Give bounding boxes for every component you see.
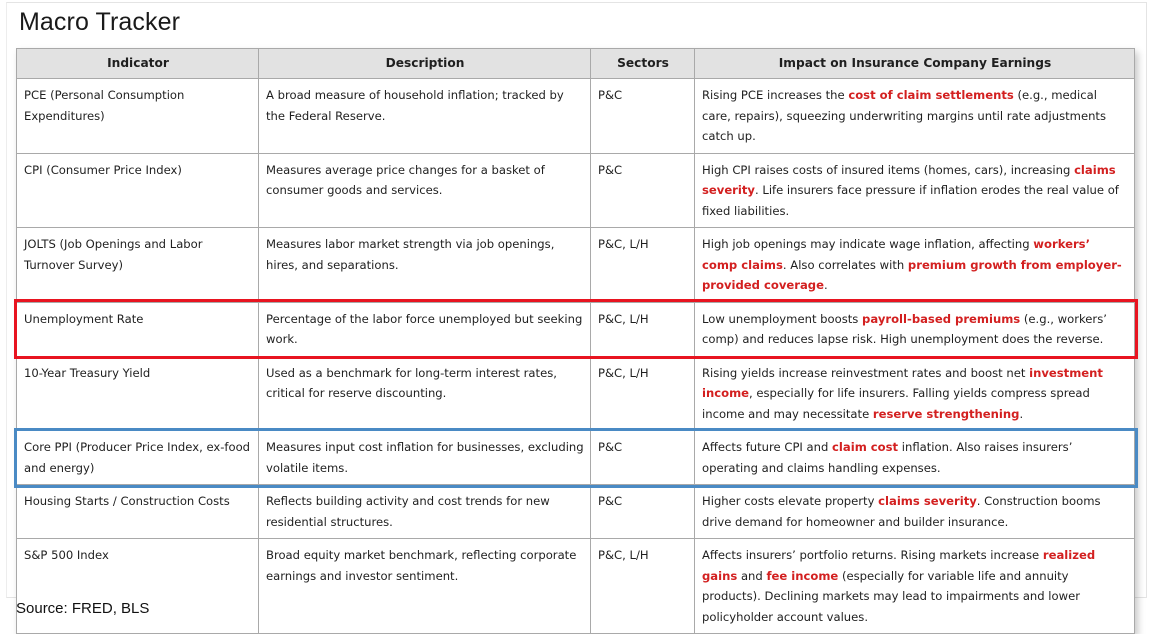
- cell-indicator: JOLTS (Job Openings and Labor Turnover Survey): [17, 228, 259, 303]
- column-header-description: Description: [259, 49, 591, 79]
- cell-indicator: Core PPI (Producer Price Index, ex-food and energy): [17, 431, 259, 485]
- impact-highlight-term: payroll-based premiums: [862, 311, 1021, 326]
- cell-indicator: PCE (Personal Consumption Expenditures): [17, 79, 259, 154]
- impact-text: (especially for variable life and annuity products). Declining markets may lead to impairments and lower policyholder account values.: [702, 568, 1081, 624]
- cell-impact: [695, 485, 1135, 539]
- impact-highlight-term: claims severity: [702, 162, 1116, 197]
- cell-description: Measures input cost inflation for businesses, excluding volatile items.: [259, 431, 591, 485]
- impact-text: Rising yields increase reinvestment rates and boost net: [702, 365, 1030, 380]
- impact-highlight-term: realized gains: [702, 548, 1096, 583]
- impact-text: , especially for life insurers. Falling yields compress spread income and may necessitate: [702, 386, 1090, 421]
- cell-sectors: P&C: [591, 485, 695, 539]
- table-header-row: [17, 49, 1135, 79]
- impact-highlight-term: cost of claim settlements: [848, 88, 1014, 102]
- table-row: [17, 302, 1135, 356]
- impact-text: (e.g., workers’ comp) and reduces lapse risk. High unemployment does the reverse.: [702, 311, 1107, 346]
- table-row: [17, 356, 1135, 431]
- table-row: [17, 79, 1135, 154]
- cell-sectors: P&C, L/H: [591, 228, 695, 303]
- table-header: [17, 49, 1135, 79]
- cell-impact: [695, 431, 1135, 485]
- impact-text: Affects insurers’ portfolio returns. Rising markets increase: [702, 548, 1043, 562]
- cell-indicator: Unemployment Rate: [17, 302, 259, 356]
- cell-indicator: S&P 500 Index: [17, 539, 259, 634]
- impact-text: Affects future CPI and: [702, 440, 833, 454]
- impact-highlight-term: investment income: [702, 365, 1103, 400]
- impact-text: .: [823, 278, 828, 292]
- impact-highlight-term: workers’ comp claims: [702, 237, 1090, 272]
- cell-description: Measures labor market strength via job openings, hires, and separations.: [259, 228, 591, 303]
- cell-indicator: 10-Year Treasury Yield: [17, 356, 259, 431]
- macro-tracker-table-container: [16, 48, 1134, 634]
- impact-text: and: [737, 568, 767, 583]
- table-row: [17, 153, 1135, 228]
- impact-highlight-term: claims severity: [878, 494, 977, 508]
- cell-description: A broad measure of household inflation; tracked by the Federal Reserve.: [259, 79, 591, 154]
- impact-text: inflation. Also raises insurers’ operating and claims handling expenses.: [702, 440, 1073, 475]
- cell-description: Measures average price changes for a basket of consumer goods and services.: [259, 153, 591, 228]
- table-row: [17, 228, 1135, 303]
- cell-indicator: Housing Starts / Construction Costs: [17, 485, 259, 539]
- impact-text: Rising PCE increases the: [702, 88, 849, 102]
- impact-text: High CPI raises costs of insured items (homes, cars), increasing: [702, 162, 1075, 177]
- cell-description: Used as a benchmark for long-term interest rates, critical for reserve discounting.: [259, 356, 591, 431]
- cell-description: Percentage of the labor force unemployed but seeking work.: [259, 302, 591, 356]
- cell-impact: [695, 153, 1135, 228]
- cell-impact: [695, 302, 1135, 356]
- cell-sectors: P&C, L/H: [591, 539, 695, 634]
- table-row: [17, 431, 1135, 485]
- cell-sectors: P&C: [591, 79, 695, 154]
- column-header-indicator: Indicator: [17, 49, 259, 79]
- impact-text: .: [1019, 406, 1024, 421]
- impact-highlight-term: premium growth from employer-provided coverage: [702, 257, 1122, 292]
- impact-highlight-term: reserve strengthening: [872, 406, 1020, 421]
- cell-impact: [695, 228, 1135, 303]
- cell-description: Broad equity market benchmark, reflecting corporate earnings and investor sentiment.: [259, 539, 591, 634]
- impact-text: . Construction booms drive demand for homeowner and builder insurance.: [702, 494, 1101, 529]
- table-body: [17, 79, 1135, 634]
- cell-sectors: P&C: [591, 153, 695, 228]
- page-title: Macro Tracker: [19, 8, 181, 36]
- cell-impact: [695, 356, 1135, 431]
- impact-text: . Life insurers face pressure if inflation erodes the real value of fixed liabilities.: [702, 183, 1119, 218]
- source-note: Source: FRED, BLS: [16, 600, 150, 617]
- cell-sectors: P&C: [591, 431, 695, 485]
- impact-highlight-term: claim cost: [832, 440, 899, 454]
- macro-tracker-table: [16, 48, 1135, 634]
- impact-highlight-term: fee income: [766, 568, 839, 583]
- cell-sectors: P&C, L/H: [591, 356, 695, 431]
- column-header-sectors: Sectors: [591, 49, 695, 79]
- cell-sectors: P&C, L/H: [591, 302, 695, 356]
- cell-impact: [695, 79, 1135, 154]
- cell-description: Reflects building activity and cost trends for new residential structures.: [259, 485, 591, 539]
- column-header-impact: Impact on Insurance Company Earnings: [695, 49, 1135, 79]
- impact-text: High job openings may indicate wage inflation, affecting: [702, 237, 1034, 251]
- table-row: [17, 485, 1135, 539]
- cell-indicator: CPI (Consumer Price Index): [17, 153, 259, 228]
- impact-text: (e.g., medical care, repairs), squeezing underwriting margins until rate adjustments catch up.: [702, 88, 1107, 143]
- impact-text: . Also correlates with: [782, 257, 908, 272]
- table-row: [17, 539, 1135, 634]
- cell-impact: [695, 539, 1135, 634]
- impact-text: Higher costs elevate property: [702, 494, 879, 508]
- impact-text: Low unemployment boosts: [702, 311, 863, 326]
